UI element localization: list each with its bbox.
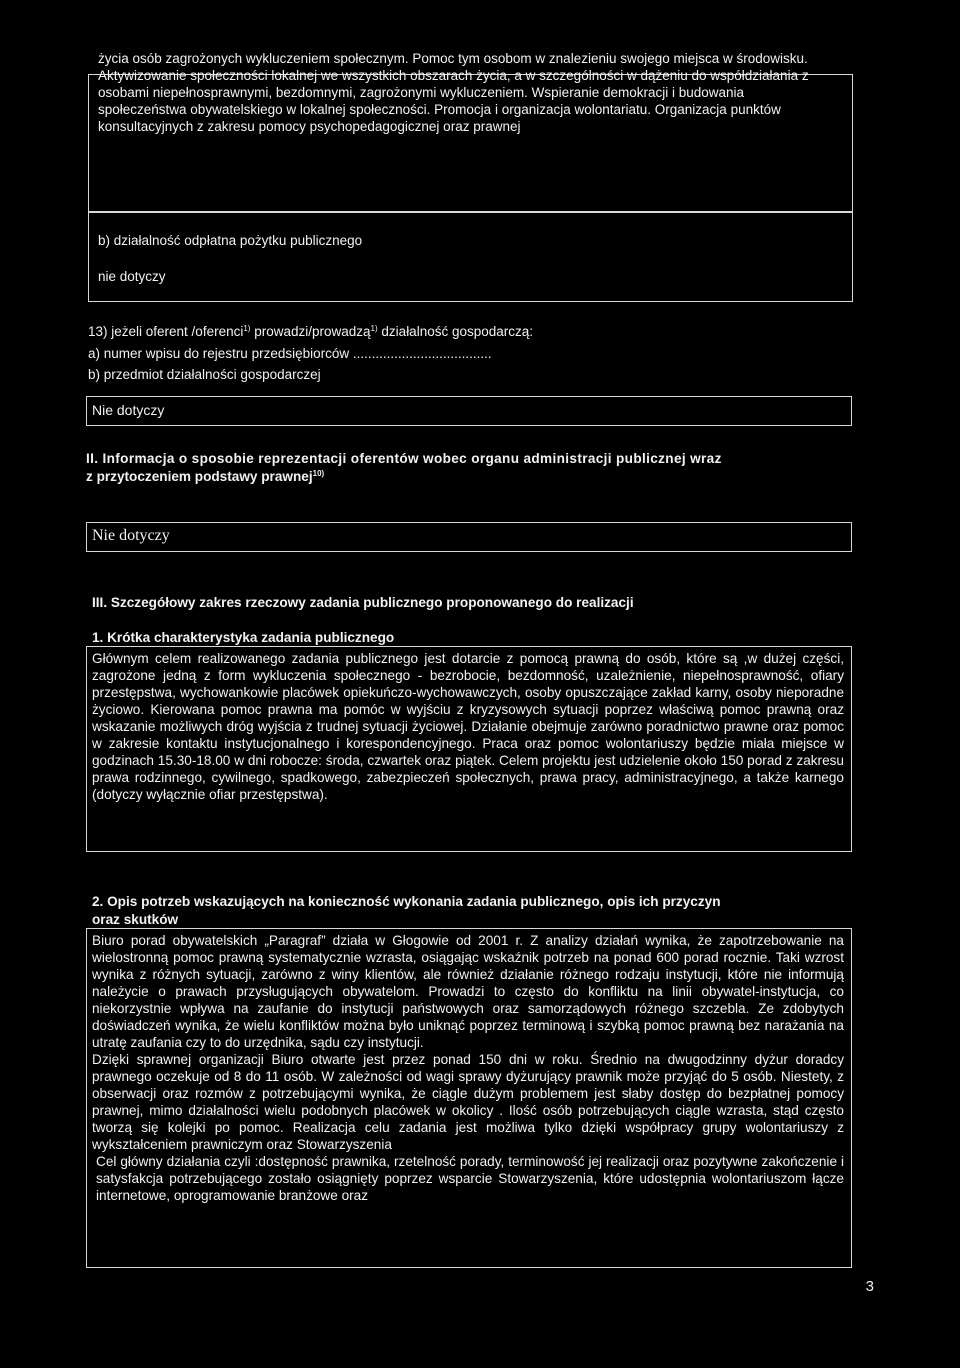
paid-activity-box bbox=[88, 212, 853, 302]
section-3-item2-heading-line1: 2. Opis potrzeb wskazujących na konieczność wykonania zadania publicznego, opis ich przyczyn bbox=[92, 894, 721, 909]
question-13-line2: a) numer wpisu do rejestru przedsiębiorców ..................................... bbox=[88, 346, 492, 361]
page-number: 3 bbox=[865, 1278, 874, 1295]
question-13-answer: Nie dotyczy bbox=[92, 402, 165, 418]
section-2-answer: Nie dotyczy bbox=[92, 527, 170, 544]
paid-activity-value: nie dotyczy bbox=[98, 269, 166, 284]
section-3-item2-paragraph-1: Biuro porad obywatelskich „Paragraf” działa w Głogowie od 2001 r. Z analizy działań wynika, że zapotrzebowanie na wielostronną pomoc prawną systematycznie wzrasta, osiągając wskaźnik potrzeb na ponad 600 porad rocznie. Taki wzrost wynika z różnych sytuacji, zarówno z winy klientów, ale również działanie różnego rodzaju instytucji, które nie informują należycie o prawach przysługujących obywatelom. Prowadzi to często do konfliktu na linii obywatel-instytucja, co niekorzystnie wpływa na zaufanie do instytucji państwowych oraz samorządowych różnego szczebla. Ze zdobytych doświadczeń wynika, że wielu konfliktów można było uniknąć poprzez terminową i szybką pomoc prawną bez narażania na utratę zaufania czy to do urzędnika, sądu czy instytucji. bbox=[92, 933, 844, 1050]
paid-activity-label: b) działalność odpłatna pożytku publicznego bbox=[98, 233, 363, 248]
section-3-item2-text bbox=[92, 932, 844, 1204]
section-3-item2-paragraph-3: Cel główny działania czyli :dostępność prawnika, rzetelność porady, terminowość jej realizacji oraz pozytywne zakończenie i satysfakcja potrzebującego zostało osiągnięty poprzez wsparcie Stowarzyszenia, które udostępnia wolontariuszom łącze internetowe, oprogramowanie branżowe oraz bbox=[96, 1154, 844, 1203]
section-3-item1-heading: 1. Krótka charakterystyka zadania publicznego bbox=[92, 630, 395, 645]
statute-goals-text: życia osób zagrożonych wykluczeniem społecznym. Pomoc tym osobom w znalezieniu swojego miejsca w środowisku. Aktywizowanie społeczności lokalnej we wszystkich obszarach życia, a w szczególności w dążeniu do współdziałania z osobami niepełnosprawnymi, bezdomnymi, zagrożonymi wykluczeniem. Wspieranie demokracji i budowania społeczeństwa obywatelskiego w lokalnej społeczności. Promocja i organizacja wolontariatu. Organizacja punktów konsultacyjnych z zakresu pomocy psychopedagogicznej oraz prawnej bbox=[98, 51, 809, 134]
question-13-answer-box bbox=[86, 396, 852, 426]
question-13-line3: b) przedmiot działalności gospodarczej bbox=[88, 367, 321, 382]
section-3-item1-text: Głównym celem realizowanego zadania publicznego jest dotarcie z pomocą prawną do osób, które są ,w dużej części, zagrożone jedną z form wykluczenia społecznego - bezrobocie, bezdomność, uzależnienie, niepełnosprawność, ofiary przestępstwa, wychowankowie placówek opiekuńczo-wychowawczych, osoby opuszczające zakład karny, osoby nieporadne życiowo. Kierowana pomoc prawna ma pomóc w wyjściu z kryzysowych sytuacji poprzez właściwą pomoc prawną oraz wskazanie możliwych dróg wyjścia z trudnej sytuacji życiowej. Działanie obejmuje zarówno poradnictwo prawne oraz pomoc w zakresie kontaktu instytucjonalnego i korespondencyjnego. Praca oraz pomoc wolontariuszy będzie miała miejsce w godzinach 15.30-18.00 w dni robocze: środa, czwartek oraz piątek. Celem projektu jest udzielenie około 150 porad z zakresu prawa rodzinnego, cywilnego, spadkowego, zabezpieczeń społecznych, prawa pracy, administracyjnego, a także karnego (dotyczy wyłącznie ofiar przestępstwa). bbox=[92, 651, 844, 802]
section-3-item2-paragraph-2: Dzięki sprawnej organizacji Biuro otwarte jest przez ponad 150 dni w roku. Średnio na dwugodzinny dyżur doradcy prawnego oczekuje od 8 do 11 osób. W zależności od wagi sprawy dyżurujący prawnik może przyjąć do 5 osób. Niestety, z obserwacji oraz rozmów z potrzebującymi wynika, że ciągle dużym problemem jest słaby dostęp do bezpłatnej pomocy prawnej, mimo działalności wielu podobnych placówek w okolicy . Ilość osób potrzebujących ciągle wzrasta, stąd często tworzą się kolejki po pomoc. Realizacja celu zadania jest możliwa tylko dzięki współpracy grupy wolontariuszy z wykształceniem prawniczym oraz Stowarzyszenia bbox=[92, 1052, 844, 1152]
section-3-item2-heading-line2: oraz skutków bbox=[92, 912, 179, 927]
section-2-answer-box bbox=[86, 522, 852, 552]
question-13-line1: 13) jeżeli oferent /oferenci$^{1)}$ prowadzi/prowadzą$^{1)}$ działalność gospodarczą: bbox=[88, 324, 534, 339]
section-3-heading: III. Szczegółowy zakres rzeczowy zadania publicznego proponowanego do realizacji bbox=[92, 595, 634, 610]
section-2-heading-line1: II. Informacja o sposobie reprezentacji oferentów wobec organu administracji publicznej wraz bbox=[86, 451, 722, 466]
section-2-heading-line2: z przytoczeniem podstawy prawnej$^{10)}$ bbox=[86, 469, 325, 484]
